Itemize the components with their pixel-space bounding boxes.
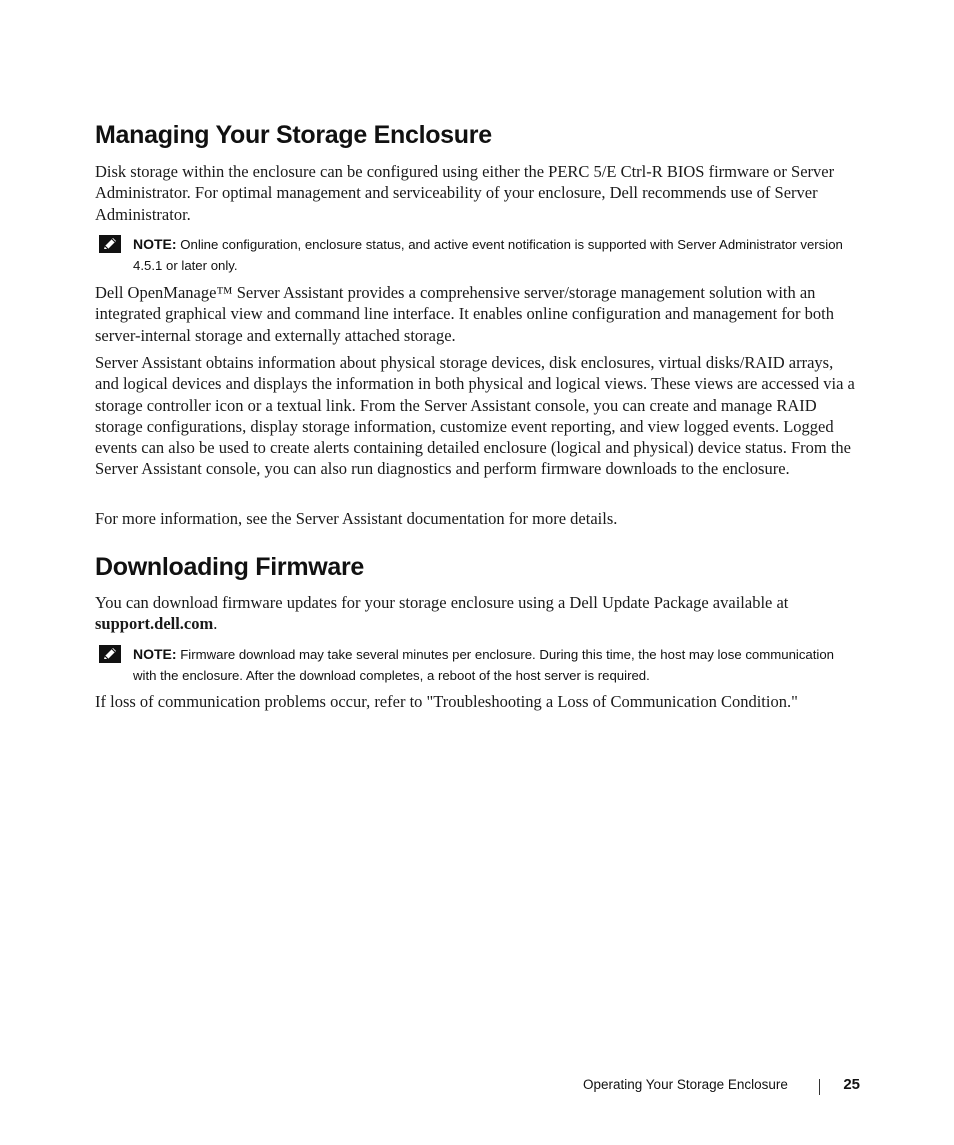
paragraph-server-assistant: Server Assistant obtains information about physical storage devices, disk enclosures, virtual disks/RAID arrays, and logical devices and displays the information in both physical and logical views. These views are accessed via a storage controller icon or a textual link. From the Server Assistant console, you can create and manage RAID storage configurations, display storage information, customize event reporting, and view logged events. Logged events can also be used to create alerts containing detailed enclosure (logical and physical) device status. From the Server Assistant console, you can also run diagnostics and perform firmware downloads to the enclosure. — [95, 353, 855, 479]
paragraph-disk-storage: Disk storage within the enclosure can be configured using either the PERC 5/E Ctrl-R BIOS firmware or Server Administrator. For optimal management and serviceability of your enclosure, Dell recommends use of Server Administrator. — [95, 162, 835, 224]
paragraph-more-information: For more information, see the Server Assistant documentation for more details. — [95, 509, 618, 528]
note-online-configuration — [95, 234, 860, 276]
note-label: NOTE: — [133, 236, 177, 252]
note-label: NOTE: — [133, 646, 177, 662]
section-heading-managing: Managing Your Storage Enclosure — [95, 121, 492, 149]
support-link[interactable]: support.dell.com — [95, 614, 214, 634]
note-pencil-icon — [99, 645, 121, 663]
section-heading-downloading: Downloading Firmware — [95, 553, 365, 581]
footer-section-title: Operating Your Storage Enclosure — [583, 1077, 788, 1092]
firmware-text-suffix: . — [213, 614, 218, 634]
note-pencil-icon — [99, 235, 121, 253]
note-text: Firmware download may take several minutes per enclosure. During this time, the host may lose communication with the enclosure. After the download completes, a reboot of the host server is required. — [133, 647, 835, 683]
paragraph-openmanage: Dell OpenManage™ Server Assistant provides a comprehensive server/storage management solution with an integrated graphical view and command line interface. It enables online configuration and management for both server-internal storage and externally attached storage. — [95, 283, 835, 345]
firmware-text-prefix: You can download firmware updates for your storage enclosure using a Dell Update Package available at — [95, 593, 789, 612]
note-firmware-download — [95, 644, 860, 686]
footer-divider — [819, 1079, 820, 1095]
note-text: Online configuration, enclosure status, and active event notification is supported with Server Administrator version 4.5.1 or later only. — [133, 237, 843, 273]
paragraph-loss-of-communication: If loss of communication problems occur, refer to "Troubleshooting a Loss of Communication Condition." — [95, 692, 798, 711]
paragraph-firmware-updates — [95, 592, 860, 635]
page-number: 25 — [843, 1076, 860, 1093]
page-footer — [583, 1075, 860, 1097]
